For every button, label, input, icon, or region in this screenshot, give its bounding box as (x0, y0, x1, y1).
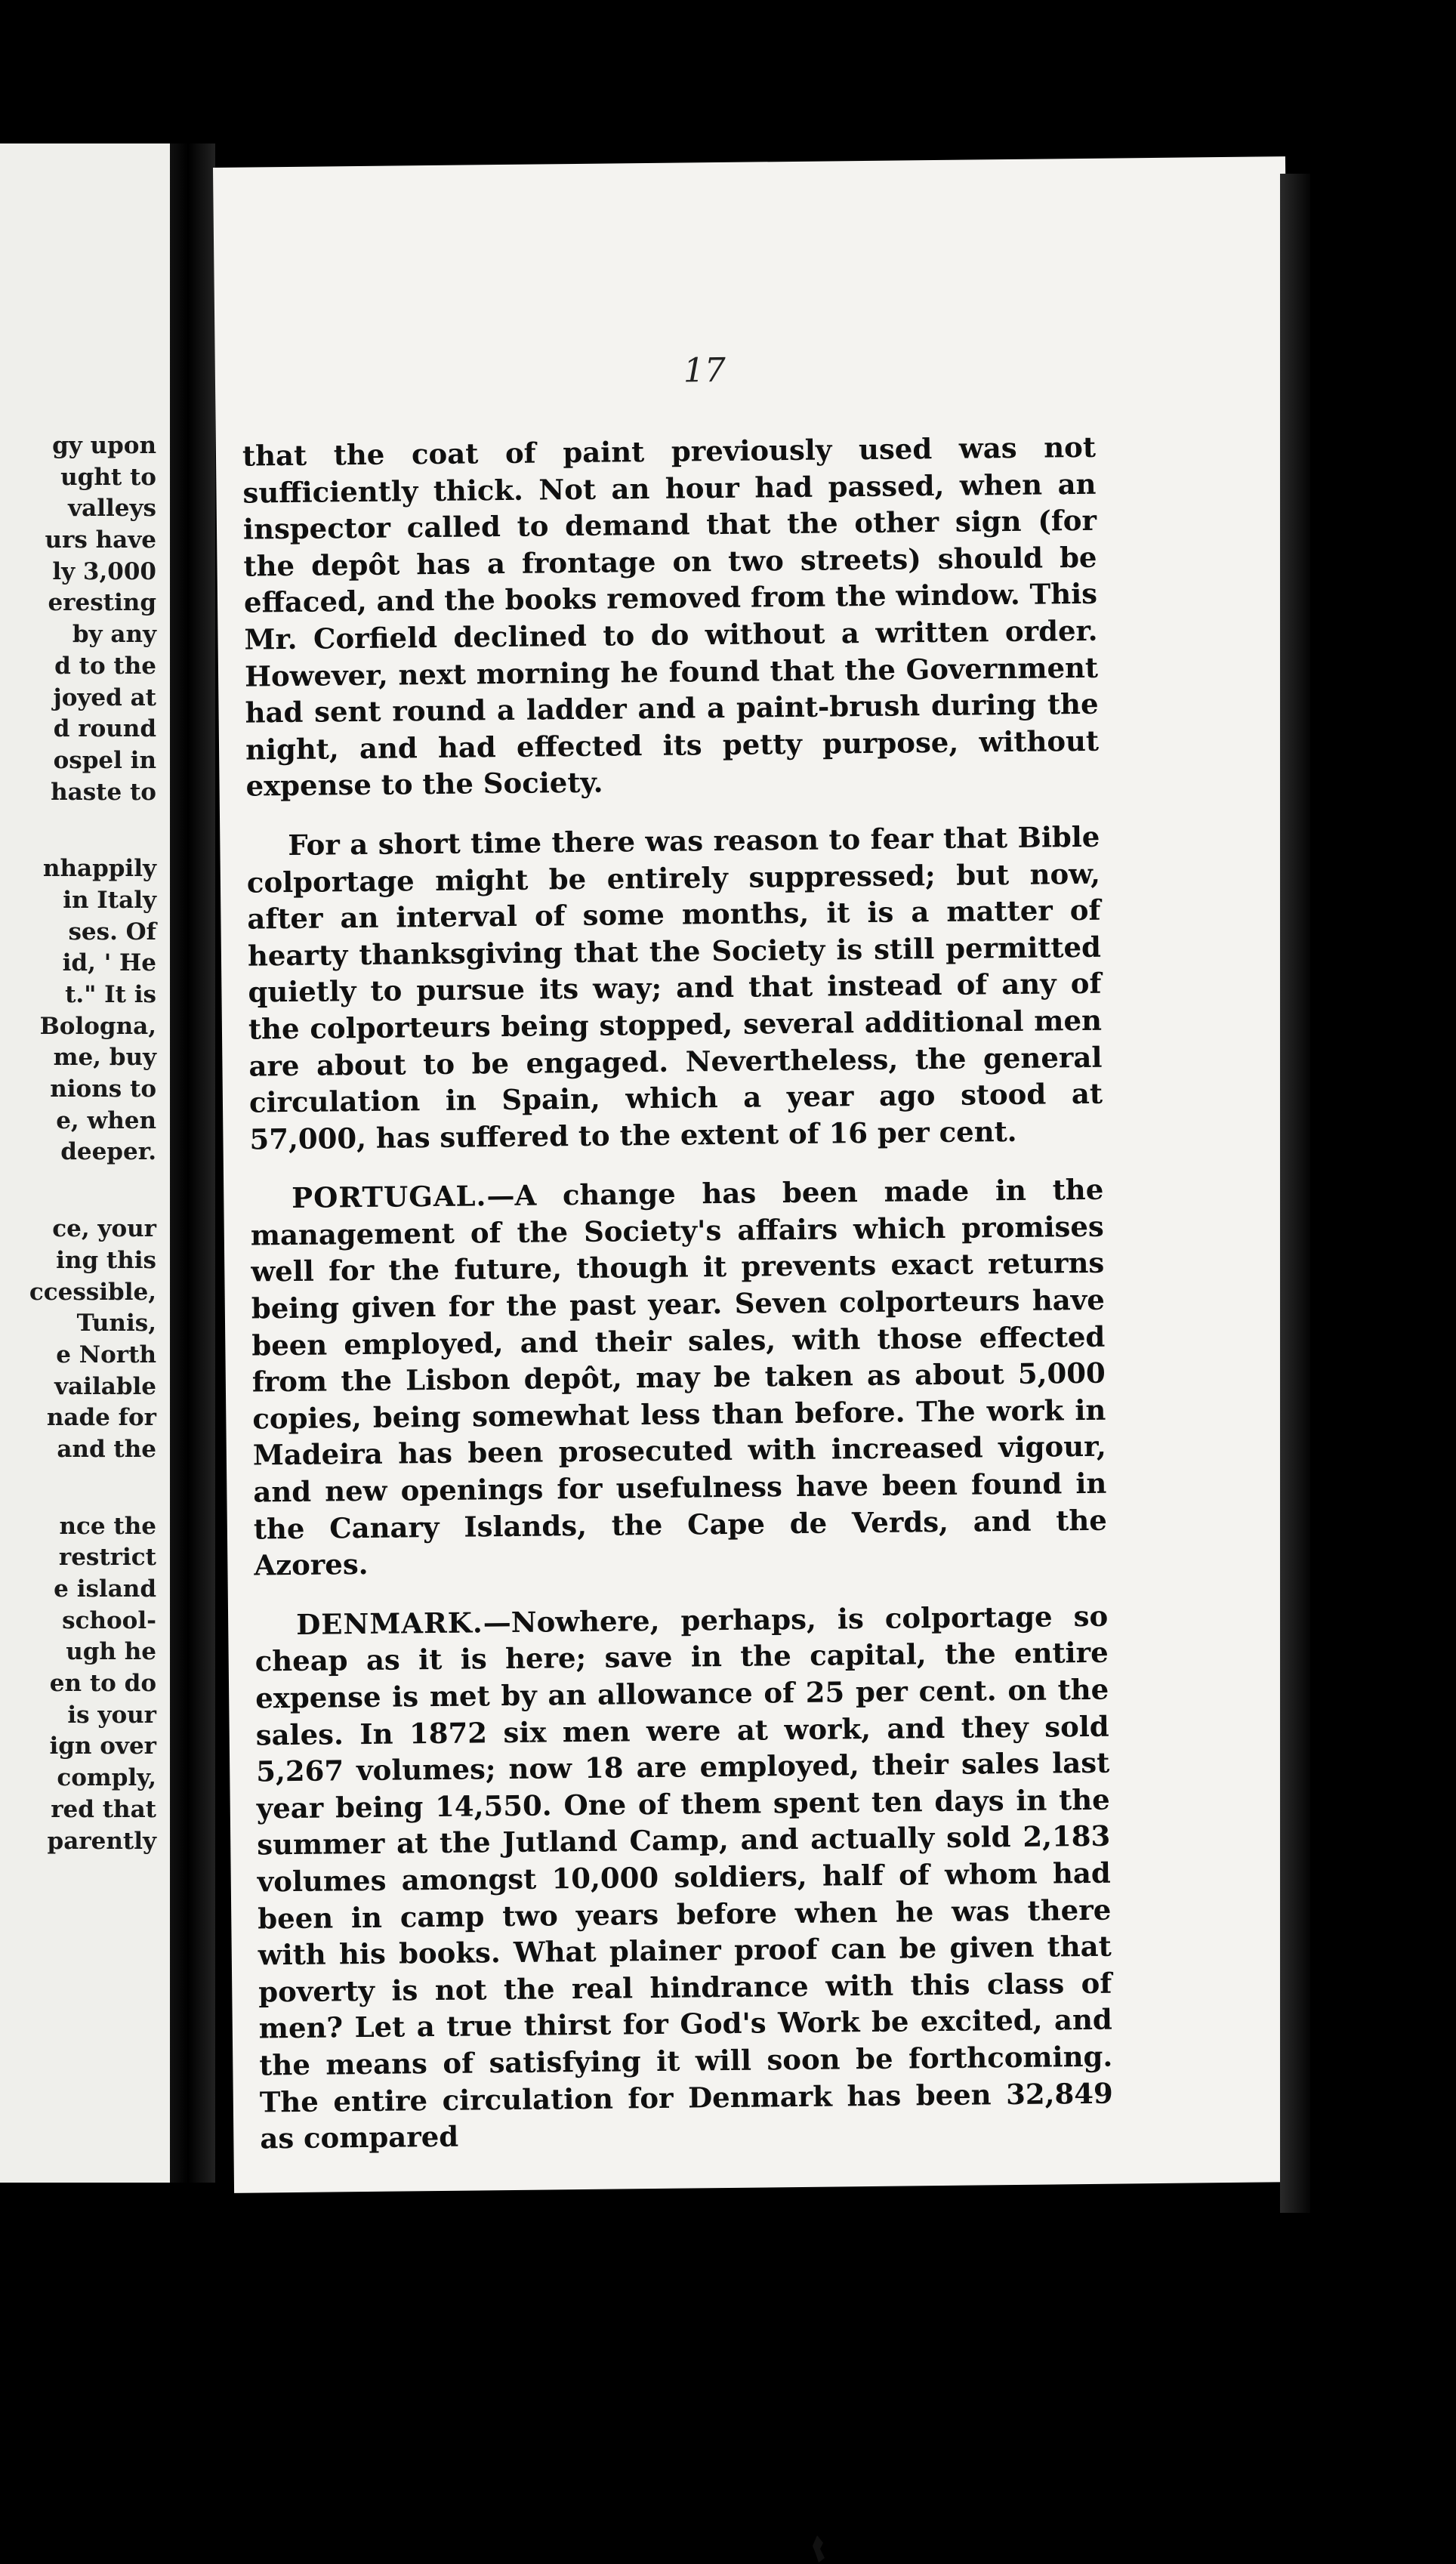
left-page-line: d round (53, 715, 156, 743)
left-page-line: ce, your (52, 1215, 156, 1243)
right-page (213, 156, 1306, 2193)
left-page-line: en to do (49, 1670, 156, 1698)
paragraph-text: For a short time there was reason to fear that Bible colportage might be entirely suppressed; but now, after an interval of some months, it is a matter of hearty thanksgiving that the Society is still permitted quietly to pursue its way; and that instead of any of the colporteurs being stopped, several additional men are about to be engaged. Nevertheless, the general circulation in Spain, which a year ago stood at 57,000, has suffered to the extent of 16 per cent. (246, 819, 1103, 1156)
left-page-line: ign over (49, 1732, 156, 1760)
left-page-line: deeper. (60, 1138, 156, 1166)
left-page-line: vailable (54, 1372, 156, 1400)
left-page-line: nade for (46, 1404, 156, 1432)
left-page-line: ccessible, (29, 1278, 156, 1306)
left-page-line: comply, (57, 1764, 156, 1792)
left-page-line: joyed at (53, 683, 156, 711)
left-page-line: nce the (59, 1512, 156, 1540)
left-page-line: Bologna, (39, 1012, 156, 1040)
paragraph-denmark (254, 1598, 1114, 2158)
left-page-line: haste to (51, 778, 156, 806)
book-gutter (170, 143, 215, 2183)
page-number: 17 (683, 350, 726, 390)
section-heading: DENMARK. (295, 1606, 483, 1641)
page-edge-shadow (1280, 174, 1310, 2213)
left-page-line: restrict (58, 1544, 156, 1572)
left-page-line: ses. Of (68, 918, 156, 946)
left-page (0, 143, 170, 2183)
left-page-line: ospel in (53, 746, 156, 774)
left-page-line: by any (72, 621, 156, 649)
left-page-line: e North (56, 1341, 156, 1368)
paragraph-text: that the coat of paint previously used was not sufficiently thick. Not an hour had passed, when an inspector called to demand that the other sign (for the depôt has a frontage on two streets) should be effaced, and the books removed from the window. This Mr. Corfield declined to do without a written order. However, next morning he found that the Government had sent round a ladder and a paint-brush during the night, and had effected its petty purpose, without expense to the Society. (242, 430, 1100, 803)
paragraph-spain (246, 819, 1103, 1158)
left-page-line: e, when (56, 1106, 156, 1134)
left-page-line: parently (47, 1827, 156, 1855)
paragraph-text: —Nowhere, perhaps, is colportage so cheap as it is here; save in the capital, the entire expense is met by an allowance of 25 per cent. on the sales. In 1872 six men were at work, and they sold 5,267 volumes; now 18 are employed, their sales last year being 14,550. One of them spent ten days in the summer at the Jutland Camp, and actually sold 2,183 volumes amongst 10,000 soldiers, half of whom had been in camp two years before when he was there with his books. What plainer proof can be given that poverty is not the real hindrance with this class of men? Let a true thirst for God's Work be excited, and the means of satisfying it will soon be forthcoming. The entire circulation for Denmark has been 32,849 as compared (254, 1599, 1113, 2155)
left-page-line: me, buy (53, 1044, 156, 1072)
left-page-line: ly 3,000 (52, 557, 156, 585)
left-page-text (29, 430, 156, 1857)
left-page-line: ught to (60, 463, 156, 491)
left-page-line: urs have (45, 526, 156, 554)
paragraph-portugal (250, 1171, 1108, 1584)
left-page-line: nions to (50, 1075, 156, 1103)
left-page-gap (29, 1168, 156, 1214)
left-page-line: id, ' He (62, 949, 156, 977)
left-page-line: d to the (54, 652, 156, 680)
left-page-line: Tunis, (76, 1310, 156, 1338)
left-page-gap (29, 808, 156, 853)
left-page-line: is your (67, 1701, 156, 1729)
left-page-line: red that (51, 1795, 156, 1823)
left-page-line: ugh he (66, 1638, 156, 1666)
left-page-gap (29, 1466, 156, 1511)
left-page-line: eresting (48, 589, 156, 617)
left-page-line: gy upon (52, 432, 156, 459)
section-heading: PORTUGAL. (292, 1179, 487, 1215)
left-page-line: valleys (68, 495, 156, 523)
left-page-line: and the (57, 1435, 156, 1463)
paragraph-continuation (242, 429, 1100, 805)
paragraph-text: —A change has been made in the management of the Society's affairs which promises well for the future, though it prevents exact returns being given for the past year. Seven colporteurs have been employed, and their sales, with those effected from the Lisbon depôt, may be taken as about 5,000 copies, being somewhat less than before. The work in Madeira has been prosecuted with increased vigour, and new openings for usefulness have been found in the Canary Islands, the Cape de Verds, and the Azores. (250, 1173, 1108, 1582)
left-page-line: school- (62, 1606, 156, 1634)
page-body (242, 429, 1114, 2157)
ink-blot-mark (810, 2534, 832, 2564)
left-page-line: e island (54, 1575, 156, 1603)
left-page-line: in Italy (63, 886, 156, 914)
left-page-line: ing this (56, 1246, 156, 1274)
left-page-line: nhappily (42, 855, 156, 883)
left-page-line: t." It is (65, 981, 156, 1008)
